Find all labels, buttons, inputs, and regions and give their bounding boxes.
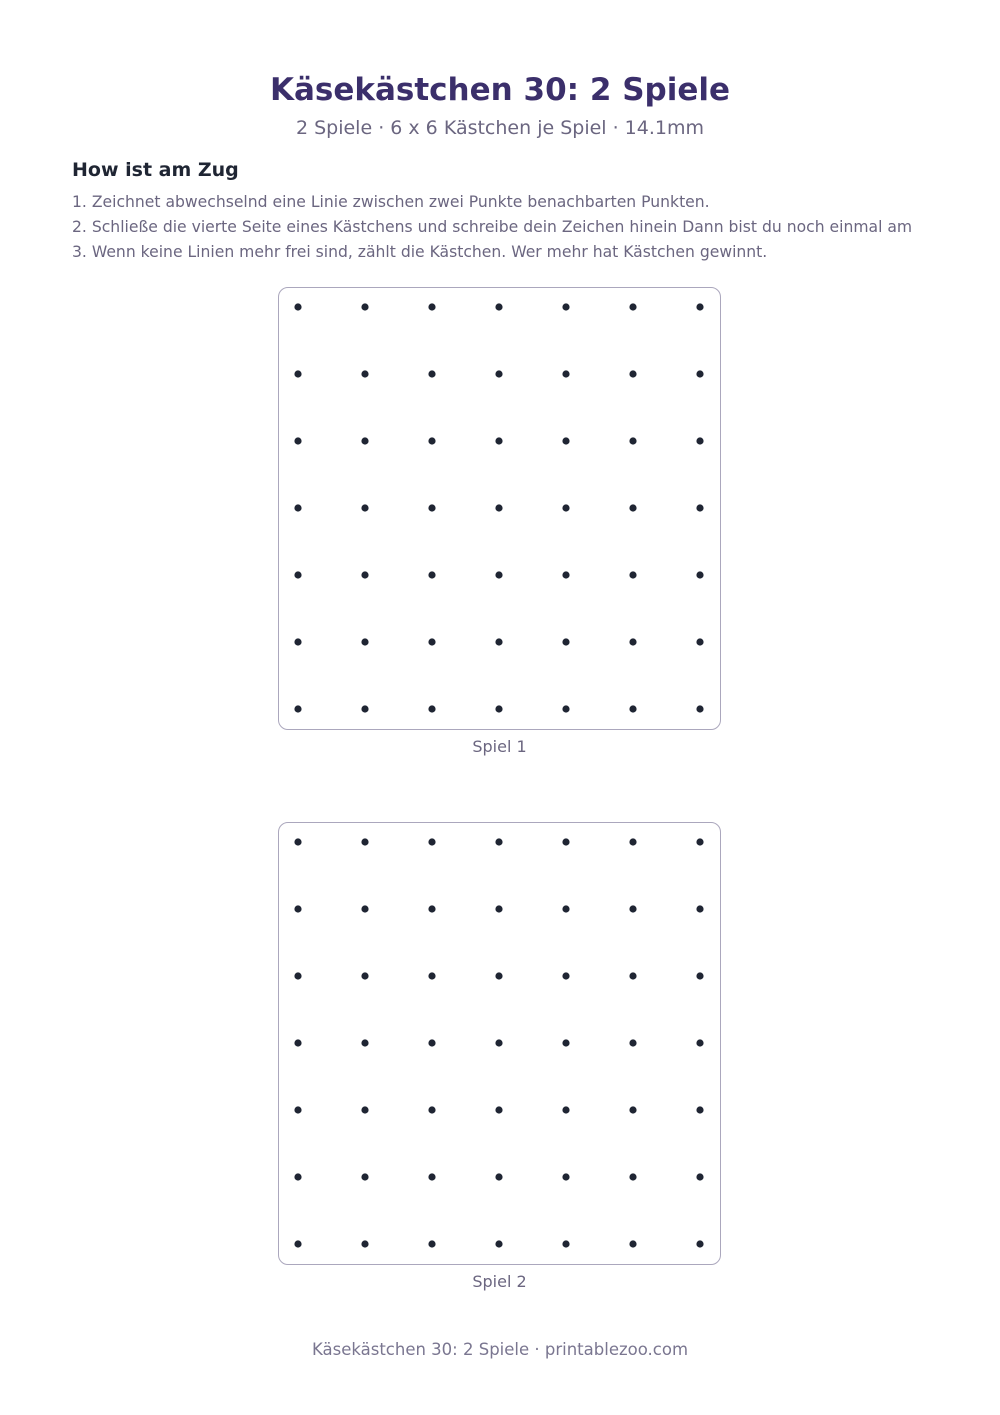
grid-dot[interactable]	[295, 1040, 302, 1047]
grid-dot[interactable]	[429, 906, 436, 913]
grid-dot[interactable]	[563, 906, 570, 913]
grid-dot[interactable]	[630, 438, 637, 445]
grid-dot[interactable]	[429, 438, 436, 445]
grid-dot[interactable]	[295, 572, 302, 579]
grid-dot[interactable]	[630, 1107, 637, 1114]
grid-dot[interactable]	[496, 304, 503, 311]
grid-dot[interactable]	[697, 1241, 704, 1248]
grid-dot[interactable]	[295, 371, 302, 378]
grid-dot[interactable]	[630, 839, 637, 846]
grid-dot[interactable]	[630, 572, 637, 579]
grid-dot[interactable]	[295, 639, 302, 646]
rule-item-2: 2. Schließe die vierte Seite eines Kästchens und schreibe dein Zeichen hinein Dann bist du noch einmal am	[72, 218, 913, 236]
grid-dot[interactable]	[295, 906, 302, 913]
grid-dot[interactable]	[295, 1241, 302, 1248]
page-footer: Käsekästchen 30: 2 Spiele · printablezoo.com	[311, 1340, 689, 1359]
grid-dot[interactable]	[563, 973, 570, 980]
board-label-2: Spiel 2	[472, 1272, 527, 1291]
grid-dot[interactable]	[630, 505, 637, 512]
grid-dot[interactable]	[697, 438, 704, 445]
grid-dot[interactable]	[362, 1241, 369, 1248]
grid-dot[interactable]	[295, 839, 302, 846]
grid-dot[interactable]	[429, 973, 436, 980]
grid-dot[interactable]	[697, 1040, 704, 1047]
grid-dot[interactable]	[697, 839, 704, 846]
grid-dot[interactable]	[630, 973, 637, 980]
grid-dot[interactable]	[362, 1107, 369, 1114]
grid-dot[interactable]	[429, 1040, 436, 1047]
grid-dot[interactable]	[362, 706, 369, 713]
grid-dot[interactable]	[697, 371, 704, 378]
grid-dot[interactable]	[496, 1241, 503, 1248]
grid-dot[interactable]	[295, 304, 302, 311]
grid-dot[interactable]	[362, 371, 369, 378]
grid-dot[interactable]	[496, 906, 503, 913]
grid-dot[interactable]	[496, 1174, 503, 1181]
grid-dot[interactable]	[496, 1040, 503, 1047]
grid-dot[interactable]	[295, 438, 302, 445]
grid-dot[interactable]	[496, 639, 503, 646]
grid-dot[interactable]	[429, 1174, 436, 1181]
grid-dot[interactable]	[429, 572, 436, 579]
grid-dot[interactable]	[429, 1107, 436, 1114]
grid-dot[interactable]	[295, 505, 302, 512]
rules-list	[72, 190, 1000, 265]
grid-dot[interactable]	[362, 639, 369, 646]
grid-dot[interactable]	[362, 1174, 369, 1181]
grid-dot[interactable]	[563, 1040, 570, 1047]
grid-dot[interactable]	[496, 839, 503, 846]
grid-dot[interactable]	[563, 1107, 570, 1114]
grid-dot[interactable]	[563, 1174, 570, 1181]
grid-dot[interactable]	[496, 973, 503, 980]
grid-dot[interactable]	[429, 304, 436, 311]
grid-dot[interactable]	[496, 572, 503, 579]
grid-dot[interactable]	[496, 1107, 503, 1114]
grid-dot[interactable]	[697, 304, 704, 311]
grid-dot[interactable]	[362, 505, 369, 512]
grid-dot[interactable]	[362, 1040, 369, 1047]
grid-dot[interactable]	[563, 639, 570, 646]
grid-dot[interactable]	[496, 505, 503, 512]
grid-dot[interactable]	[429, 371, 436, 378]
grid-dot[interactable]	[563, 706, 570, 713]
dot-grid-1[interactable]	[277, 286, 722, 731]
grid-dot[interactable]	[563, 1241, 570, 1248]
grid-dot[interactable]	[429, 1241, 436, 1248]
rule-item-1: 1. Zeichnet abwechselnd eine Linie zwischen zwei Punkte benachbarten Punkten.	[72, 193, 710, 211]
grid-dot[interactable]	[630, 906, 637, 913]
grid-dot[interactable]	[630, 1174, 637, 1181]
grid-dot[interactable]	[697, 572, 704, 579]
grid-dot[interactable]	[496, 706, 503, 713]
rules-heading: How ist am Zug	[72, 159, 239, 181]
grid-dot[interactable]	[697, 706, 704, 713]
grid-dot[interactable]	[362, 572, 369, 579]
dot-grid-2[interactable]	[277, 821, 722, 1266]
grid-dot[interactable]	[429, 505, 436, 512]
board-label-1: Spiel 1	[472, 737, 527, 756]
grid-dot[interactable]	[630, 371, 637, 378]
grid-dot[interactable]	[630, 1040, 637, 1047]
grid-dot[interactable]	[362, 839, 369, 846]
grid-dot[interactable]	[697, 1107, 704, 1114]
grid-dot[interactable]	[429, 706, 436, 713]
grid-dot[interactable]	[362, 304, 369, 311]
page-title: Käsekästchen 30: 2 Spiele	[269, 72, 731, 108]
grid-dot[interactable]	[362, 973, 369, 980]
grid-dot[interactable]	[563, 304, 570, 311]
grid-dot[interactable]	[563, 371, 570, 378]
grid-dot[interactable]	[697, 973, 704, 980]
grid-dot[interactable]	[630, 1241, 637, 1248]
grid-dot[interactable]	[630, 706, 637, 713]
grid-dot[interactable]	[563, 572, 570, 579]
grid-dot[interactable]	[563, 438, 570, 445]
rule-item-3: 3. Wenn keine Linien mehr frei sind, zählt die Kästchen. Wer mehr hat Kästchen gewinnt.	[72, 243, 768, 261]
grid-dot[interactable]	[429, 639, 436, 646]
grid-dot[interactable]	[362, 906, 369, 913]
grid-dot[interactable]	[362, 438, 369, 445]
grid-dot[interactable]	[563, 505, 570, 512]
grid-dot[interactable]	[697, 639, 704, 646]
game-board-1[interactable]	[278, 287, 721, 730]
grid-dot[interactable]	[697, 1174, 704, 1181]
grid-dot[interactable]	[563, 839, 570, 846]
grid-dot[interactable]	[697, 906, 704, 913]
grid-dot[interactable]	[697, 505, 704, 512]
grid-dot[interactable]	[496, 438, 503, 445]
grid-dot[interactable]	[630, 639, 637, 646]
page-subtitle: 2 Spiele · 6 x 6 Kästchen je Spiel · 14.1mm	[295, 117, 705, 139]
grid-dot[interactable]	[630, 304, 637, 311]
grid-dot[interactable]	[295, 706, 302, 713]
grid-dot[interactable]	[295, 973, 302, 980]
grid-dot[interactable]	[295, 1107, 302, 1114]
game-board-2[interactable]	[278, 822, 721, 1265]
grid-dot[interactable]	[295, 1174, 302, 1181]
grid-dot[interactable]	[429, 839, 436, 846]
grid-dot[interactable]	[496, 371, 503, 378]
